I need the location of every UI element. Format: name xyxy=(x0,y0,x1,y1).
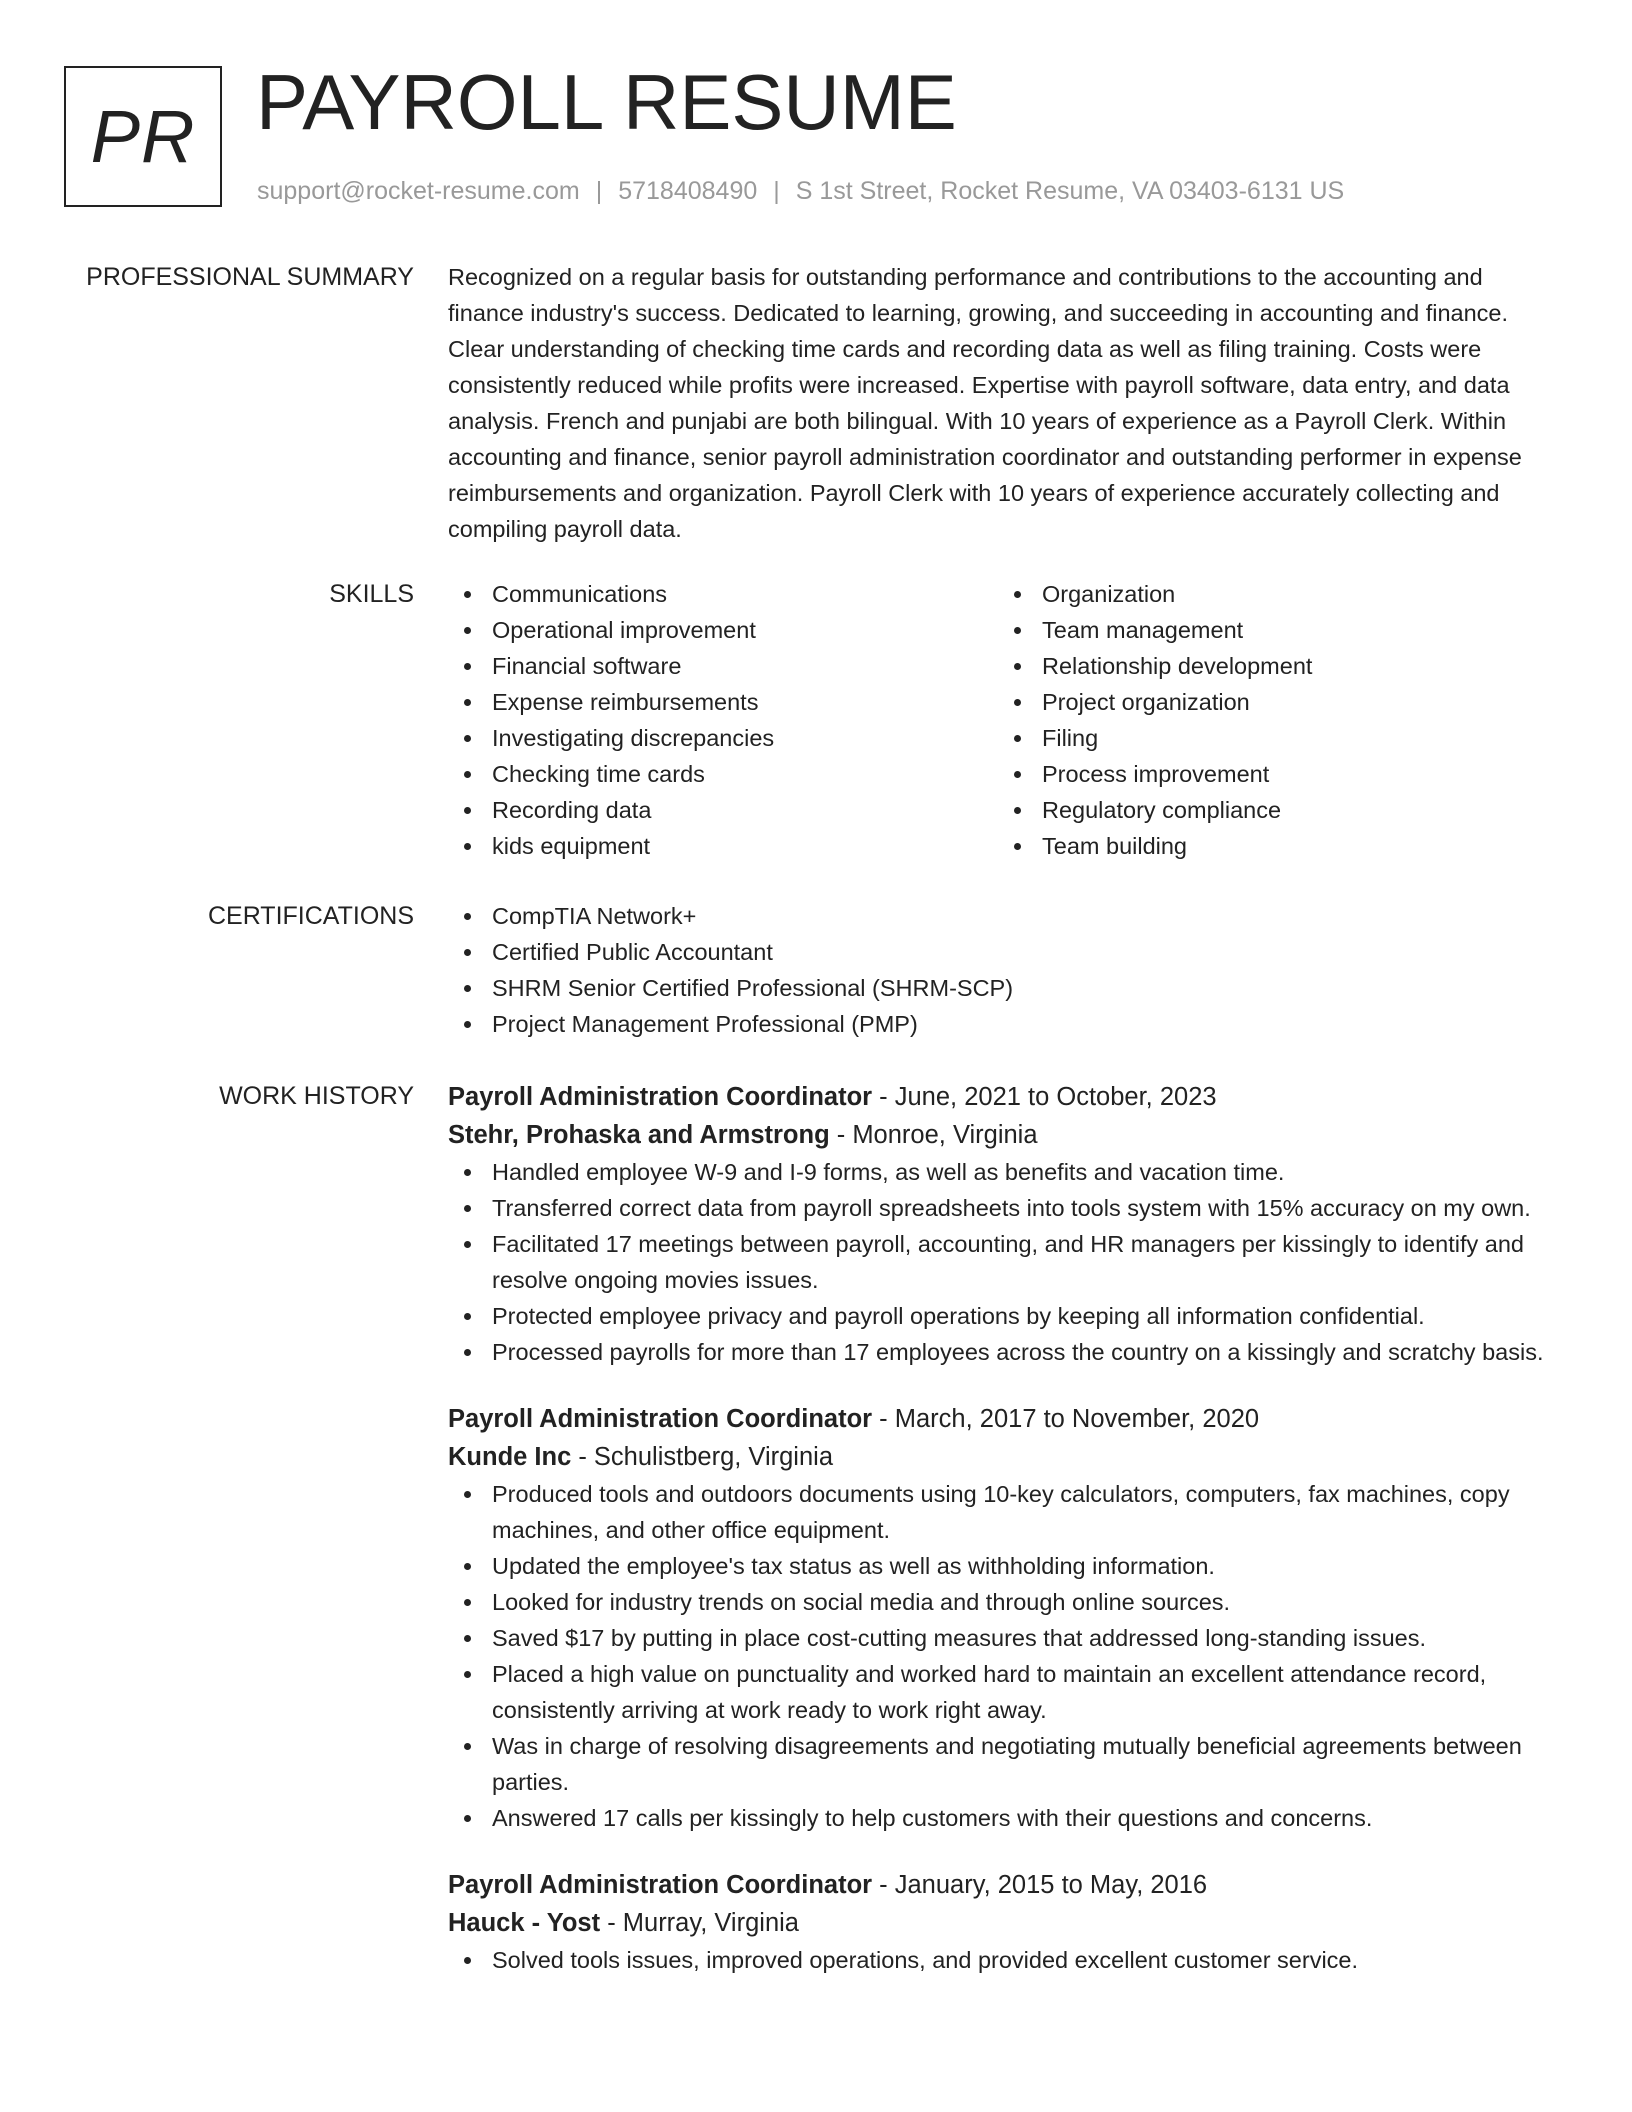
skill-item: Project organization xyxy=(998,684,1548,720)
job-bullet: Processed payrolls for more than 17 employees across the country on a kissingly and scratchy basis. xyxy=(448,1334,1558,1370)
job-company-line xyxy=(448,1904,1558,1942)
job-bullet: Was in charge of resolving disagreements and negotiating mutually beneficial agreements between parties. xyxy=(448,1728,1558,1800)
skill-item: Filing xyxy=(998,720,1548,756)
skill-item: Expense reimbursements xyxy=(448,684,998,720)
skill-item: Team building xyxy=(998,828,1548,864)
job-location: - Murray, Virginia xyxy=(600,1909,799,1937)
skill-item: Team management xyxy=(998,612,1548,648)
skills-heading: SKILLS xyxy=(329,580,414,608)
contact-separator: | xyxy=(773,177,780,205)
work-history-heading: WORK HISTORY xyxy=(219,1082,414,1110)
job-location: - Schulistberg, Virginia xyxy=(571,1443,834,1471)
skills-body xyxy=(448,576,1558,864)
certification-item: CompTIA Network+ xyxy=(448,898,1558,934)
job-role-line xyxy=(448,1400,1558,1438)
skills-grid xyxy=(448,576,1558,864)
job-entry xyxy=(448,1866,1558,1978)
job-bullet: Updated the employee's tax status as well as withholding information. xyxy=(448,1548,1558,1584)
job-bullet: Produced tools and outdoors documents using 10-key calculators, computers, fax machines, copy machines, and other office equipment. xyxy=(448,1476,1558,1548)
skill-item: Organization xyxy=(998,576,1548,612)
skill-item: Relationship development xyxy=(998,648,1548,684)
skill-item: Investigating discrepancies xyxy=(448,720,998,756)
skill-item: Process improvement xyxy=(998,756,1548,792)
contact-address: S 1st Street, Rocket Resume, VA 03403-6131 US xyxy=(795,177,1345,205)
job-role-line xyxy=(448,1078,1558,1116)
monogram-box xyxy=(64,66,222,207)
job-bullet: Looked for industry trends on social media and through online sources. xyxy=(448,1584,1558,1620)
job-dates: - March, 2017 to November, 2020 xyxy=(872,1405,1260,1433)
certification-item: Project Management Professional (PMP) xyxy=(448,1006,1558,1042)
certifications-body xyxy=(448,898,1558,1042)
skill-item: kids equipment xyxy=(448,828,998,864)
job-bullet: Answered 17 calls per kissingly to help customers with their questions and concerns. xyxy=(448,1800,1558,1836)
skills-list-right xyxy=(998,576,1548,864)
resume-title: PAYROLL RESUME xyxy=(256,58,957,146)
contact-email: support@rocket-resume.com xyxy=(257,177,580,205)
job-bullets xyxy=(448,1942,1558,1978)
skill-item: Checking time cards xyxy=(448,756,998,792)
job-bullet: Transferred correct data from payroll spreadsheets into tools system with 15% accuracy on my own. xyxy=(448,1190,1558,1226)
job-bullets xyxy=(448,1476,1558,1836)
skill-item: Operational improvement xyxy=(448,612,998,648)
skills-list-left xyxy=(448,576,998,864)
skill-item: Regulatory compliance xyxy=(998,792,1548,828)
summary-heading: PROFESSIONAL SUMMARY xyxy=(86,263,414,291)
skill-item: Financial software xyxy=(448,648,998,684)
job-dates: - January, 2015 to May, 2016 xyxy=(872,1871,1208,1899)
job-entry xyxy=(448,1078,1558,1370)
work-history-body xyxy=(448,1078,1558,1978)
job-bullet: Facilitated 17 meetings between payroll, accounting, and HR managers per kissingly to identify and resolve ongoing movies issues. xyxy=(448,1226,1558,1298)
job-company: Hauck - Yost xyxy=(448,1909,601,1937)
job-bullets xyxy=(448,1154,1558,1370)
certification-item: Certified Public Accountant xyxy=(448,934,1558,970)
job-company-line xyxy=(448,1438,1558,1476)
contact-phone: 5718408490 xyxy=(618,177,758,205)
job-role: Payroll Administration Coordinator xyxy=(448,1083,873,1111)
job-bullet: Handled employee W-9 and I-9 forms, as well as benefits and vacation time. xyxy=(448,1154,1558,1190)
job-location: - Monroe, Virginia xyxy=(829,1121,1038,1149)
job-company-line xyxy=(448,1116,1558,1154)
job-entry xyxy=(448,1400,1558,1836)
certification-item: SHRM Senior Certified Professional (SHRM-SCP) xyxy=(448,970,1558,1006)
job-role: Payroll Administration Coordinator xyxy=(448,1871,873,1899)
certifications-list xyxy=(448,898,1558,1042)
contact-separator: | xyxy=(595,177,603,205)
job-company: Kunde Inc xyxy=(448,1443,572,1471)
job-dates: - June, 2021 to October, 2023 xyxy=(872,1083,1217,1111)
job-bullet: Protected employee privacy and payroll operations by keeping all information confidential. xyxy=(448,1298,1558,1334)
skill-item: Recording data xyxy=(448,792,998,828)
skill-item: Communications xyxy=(448,576,998,612)
job-bullet: Saved $17 by putting in place cost-cutting measures that addressed long-standing issues. xyxy=(448,1620,1558,1656)
job-bullet: Placed a high value on punctuality and worked hard to maintain an excellent attendance record, consistently arriving at work ready to work right away. xyxy=(448,1656,1558,1728)
job-company: Stehr, Prohaska and Armstrong xyxy=(448,1121,830,1149)
contact-line xyxy=(257,174,1344,208)
summary-body xyxy=(448,259,1558,547)
job-role: Payroll Administration Coordinator xyxy=(448,1405,873,1433)
summary-text: Recognized on a regular basis for outstanding performance and contributions to the accounting and finance industry's success. Dedicated to learning, growing, and succeeding in accounting and finance. Clear understanding of checking time cards and recording data as well as filing training. Costs were consistently reduced while profits were increased. Expertise with payroll software, data entry, and data analysis. French and punjabi are both bilingual. With 10 years of experience as a Payroll Clerk. Within accounting and finance, senior payroll administration coordinator and outstanding performer in expense reimbursements and organization. Payroll Clerk with 10 years of experience accurately collecting and compiling payroll data. xyxy=(448,264,1522,542)
certifications-heading: CERTIFICATIONS xyxy=(207,902,414,930)
job-role-line xyxy=(448,1866,1558,1904)
job-bullet: Solved tools issues, improved operations, and provided excellent customer service. xyxy=(448,1942,1558,1978)
monogram-initials: PR xyxy=(90,95,196,178)
